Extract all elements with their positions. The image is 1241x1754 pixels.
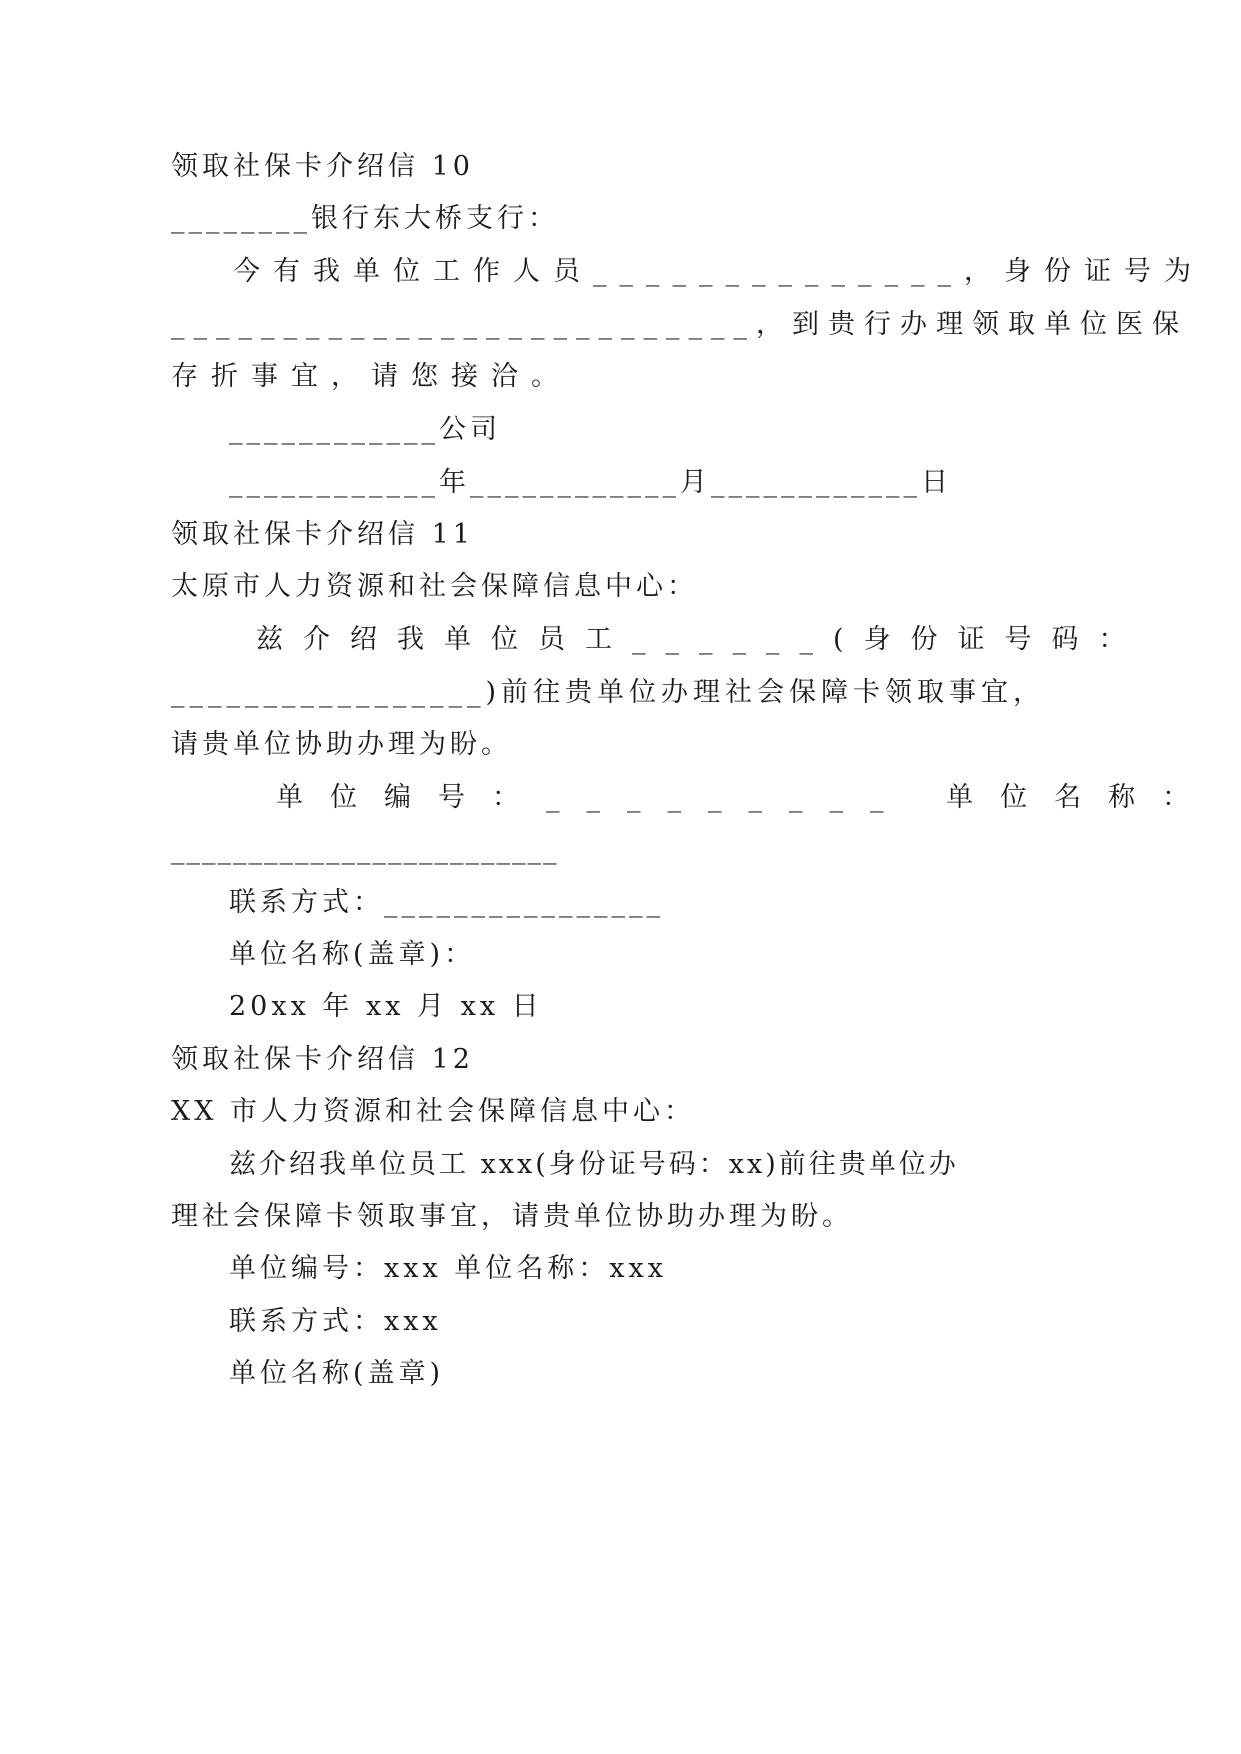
body-line: 兹介绍我单位员工______(身份证号码：	[256, 624, 1146, 655]
contact-line: 联系方式：xxx	[229, 1306, 442, 1337]
section-title: 领取社保卡介绍信 11	[171, 519, 474, 550]
body-line: __________________________，到贵行办理领取单位医保	[171, 309, 1188, 340]
date-line: 20xx 年 xx 月 xx 日	[229, 991, 543, 1022]
seal-line: 单位名称(盖章)：	[229, 939, 476, 970]
recipient-line: XX 市人力资源和社会保障信息中心：	[171, 1096, 696, 1127]
body-line: 兹介绍我单位员工 xxx(身份证号码：xx)前往贵单位办	[229, 1149, 959, 1180]
recipient-line: ________银行东大桥支行：	[171, 203, 559, 234]
body-line: 存折事宜，请您接洽。	[171, 361, 571, 392]
section-title: 领取社保卡介绍信 10	[171, 151, 474, 182]
body-line: _________________)前往贵单位办理社会保障卡领取事宜，	[171, 677, 1046, 708]
body-line: 今有我单位工作人员______________，身份证号为	[233, 256, 1204, 287]
section-title: 领取社保卡介绍信 12	[171, 1044, 474, 1075]
unit-info-line: 单位编号：xxx 单位名称：xxx	[229, 1253, 667, 1284]
company-line: ____________公司	[229, 414, 501, 445]
contact-line: 联系方式：________________	[229, 887, 664, 918]
seal-line: 单位名称(盖章)	[229, 1358, 445, 1389]
date-line: ____________年____________月____________日	[229, 467, 952, 498]
body-line: 请贵单位协助办理为盼。	[171, 729, 512, 760]
recipient-line: 太原市人力资源和社会保障信息中心：	[171, 571, 698, 602]
unit-info-line: 单位编号：_________ 单位名称：	[276, 782, 1217, 813]
body-line: 理社会保障卡领取事宜，请贵单位协助办理为盼。	[171, 1201, 853, 1232]
blank-line: _________________________	[171, 834, 559, 865]
